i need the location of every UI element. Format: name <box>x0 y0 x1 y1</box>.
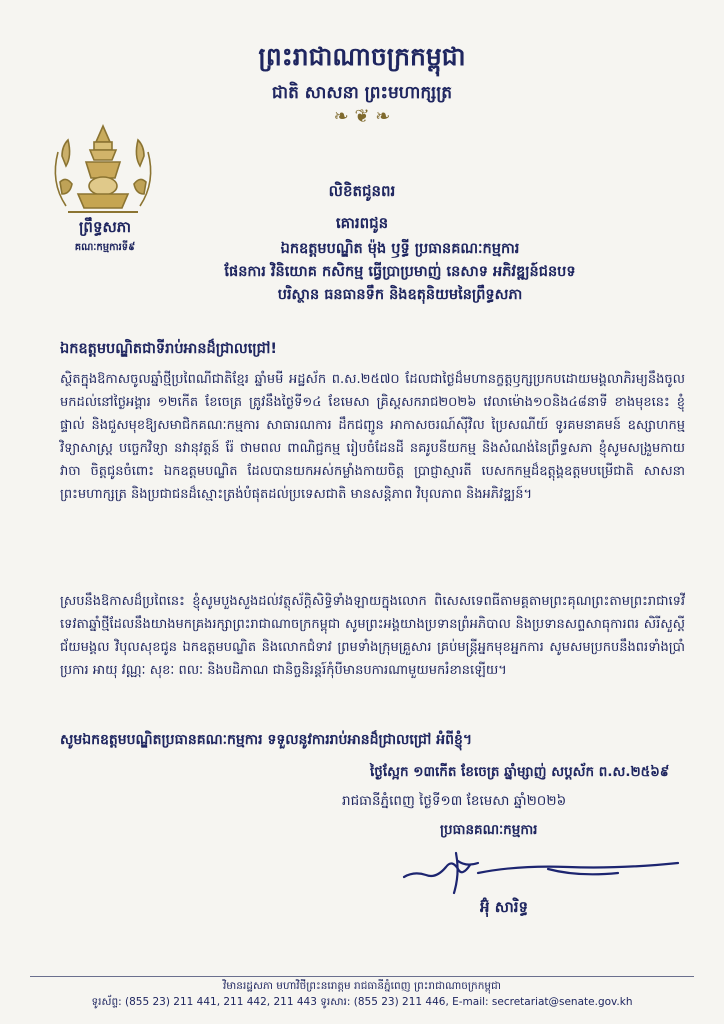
footer-address: វិមានរដ្ឋសភា មហាវិថីព្រះនរោត្តម រាជធានីភ្នំពេញ ព្រះរាជាណាចក្រកម្ពុជា <box>222 980 502 992</box>
solar-date: រាជធានីភ្នំពេញ ថ្ងៃទី១៣ ខែមេសា ឆ្នាំ២០២៦ <box>342 793 567 809</box>
signer-position: ប្រធានគណៈកម្មការ <box>440 822 538 838</box>
footer-contact: ទូរស័ព្ទ: (855 23) 211 441, 211 442, 211 443 ទូរសារ: (855 23) 211 446, E-mail: secretariat@senate.gov.kh <box>91 996 633 1008</box>
salutation: ឯកឧត្តមបណ្ឌិតជាទីរាប់អានដ៏ជ្រាលជ្រៅ! <box>60 341 278 357</box>
institution-name: ព្រឹទ្ធសភា <box>78 218 132 236</box>
footer-divider <box>30 976 694 977</box>
body-paragraph-1: ស្ថិតក្នុងឱកាសចូលឆ្នាំថ្មីប្រពៃណីជាតិខ្មែរ ឆ្នាំមមី អដ្ឋស័ក ព.ស.២៥៧០ ដែលជាថ្ងៃដ៏មហានក្ខត្តឫក្សប្រកបដោយមង្គលាភិរម្យនឹងចូលមកដល់នៅថ្ងៃអង្គារ ១២កើត ខែចេត្រ ត្រូវនឹងថ្ងៃទី១៤ ខែមេសា គ្រិស្តសករាជ២០២៦ វេលាម៉ោង១០និង៤៨នាទី ខាងមុខនេះ ខ្ញុំផ្ទាល់ និងជួសមុខឱ្យសមាជិកគណៈកម្មការ សាធារណការ ដឹកជញ្ជូន អាកាសចរណ៍ស៊ីវិល ប្រៃសណីយ៍ ទូរគមនាគមន៍ ឧស្សាហកម្ម វិទ្យាសាស្ត្រ បច្ចេកវិទ្យា នវានុវត្តន៍ រ៉ែ ថាមពល ពាណិជ្ជកម្ម រៀបចំដែនដី នគរូបនីយកម្ម និងសំណង់នៃព្រឹទ្ធសភា ខ្ញុំសូមសង្រួមកាយ វាចា ចិត្តជូនចំពោះ ឯកឧត្តមបណ្ឌិត ដែលបានយកអស់កម្លាំងកាយចិត្ត ប្រាជ្ញាស្មារតី បេសកកម្មដ៏ឧត្តុង្គឧត្តមបម្រើជាតិ សាសនា ព្រះមហាក្សត្រ និងប្រជាជនដ៏ស្មោះត្រង់បំផុតដល់ប្រទេសជាតិ មានសន្តិភាព វិបុលភាព និងអភិវឌ្ឍន៍។ <box>60 372 685 502</box>
royal-emblem-icon <box>38 122 168 220</box>
closing-line: សូមឯកឧត្តមបណ្ឌិតប្រធានគណៈកម្មការ ទទួលនូវការរាប់អានដ៏ជ្រាលជ្រៅ អំពីខ្ញុំ។ <box>60 732 473 748</box>
signer-name: អ៊ុំ សារិទ្ធ <box>480 898 529 916</box>
addressee-line: បរិស្ថាន ធនធានទឹក និងឧតុនិយមនៃព្រឹទ្ធសភា <box>277 287 523 303</box>
motto-ornament: ❧ ❦ ❧ <box>333 106 391 127</box>
respect-line: គោរពជូន <box>335 214 389 232</box>
addressee-line: ឯកឧត្តមបណ្ឌិត ម៉ុង ឫទ្ធី ប្រធានគណៈកម្មការ <box>280 241 520 257</box>
letter-type: លិខិតជូនពរ <box>328 182 396 200</box>
body-paragraph-2: ស្របនឹងឱកាសដ៏ប្រពៃនេះ ខ្ញុំសូមបួងសួងដល់វត្ថុស័ក្តិសិទ្ធិទាំងឡាយក្នុងលោក ពិសេសទេពធីតាមគ្គតាមព្រះគុណព្រះតាមព្រះរាជាទេវី ទេវតាឆ្នាំថ្មីដែលនឹងយាងមកគ្រងរក្សាព្រះរាជាណាចក្រកម្ពុជា សូមព្រះអង្គយាងប្រទានព្រំអភិបាល និងប្រទានសព្ទសាធុការពរ សិរីសួស្តី ជ័យមង្គល វិបុលសុខជូន ឯកឧត្តមបណ្ឌិត និងលោកជំទាវ ព្រមទាំងក្រុមគ្រួសារ គ្រប់មន្ត្រីអ្នកមុខអ្នកការ សូមសមប្រកបនឹងពរទាំងប្រាំប្រការ អាយុ វណ្ណៈ សុខៈ ពលៈ និងបដិភាណ ជានិច្ចនិរន្តរ៍កុំបីមានបការណាមួយមករំខានឡើយ។ <box>60 594 685 678</box>
committee-unit: គណៈកម្មការទី៩ <box>74 242 136 253</box>
national-motto: ជាតិ សាសនា ព្រះមហាក្សត្រ <box>271 83 453 103</box>
addressee-line: ផែនការ វិនិយោគ កសិកម្ម ធ្វើប្រាប្រមាញ់ នេសាទ អភិវឌ្ឍន៍ជនបទ <box>224 264 576 280</box>
handwritten-signature <box>398 843 688 901</box>
kingdom-title: ព្រះរាជាណាចក្រកម្ពុជា <box>258 42 466 71</box>
lunar-date: ថ្ងៃស្អែក ១៣កើត ខែចេត្រ ឆ្នាំម្សាញ់ សប្តស័ក ព.ស.២៥៦៩ <box>370 764 670 780</box>
addressee-block <box>150 238 650 307</box>
